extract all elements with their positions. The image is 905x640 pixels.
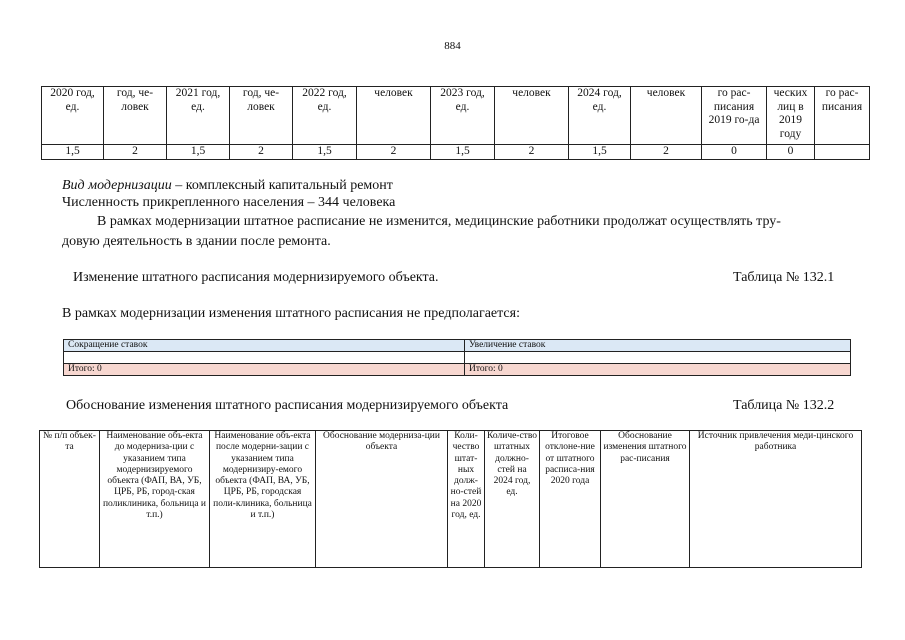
column-header: ческих лиц в 2019 году xyxy=(767,87,815,145)
column-header: Итоговое отклоне-ние от штатного расписа-ния 2020 года xyxy=(540,431,601,568)
paragraph-line-1: В рамках модернизации штатное расписание не изменится, медицинские работники продолжат осуществлять тру- xyxy=(97,214,781,229)
table-cell: 2 xyxy=(230,145,293,160)
column-header: Источник привлечения меди-цинского работника xyxy=(690,431,862,568)
table-cell xyxy=(64,352,465,364)
column-header: 2021 год, ед. xyxy=(167,87,230,145)
table-cell xyxy=(815,145,870,160)
column-header: год, че-ловек xyxy=(230,87,293,145)
column-header: 2024 год, ед. xyxy=(569,87,631,145)
column-header: 2020 год, ед. xyxy=(42,87,104,145)
modernization-value: – комплексный капитальный ремонт xyxy=(171,178,393,193)
column-header: го рас-писания 2019 го-да xyxy=(702,87,767,145)
page-number: 884 xyxy=(444,40,461,52)
column-header: № п/п объек-та xyxy=(40,431,100,568)
modernization-type xyxy=(62,177,393,194)
table-header-row xyxy=(64,340,851,352)
table-cell: 1,5 xyxy=(167,145,230,160)
table-header-row xyxy=(42,87,870,145)
staffing-table xyxy=(41,86,870,160)
column-header: человек xyxy=(357,87,431,145)
column-header: человек xyxy=(631,87,702,145)
table-total-row xyxy=(64,364,851,376)
total-cell: Итого: 0 xyxy=(64,364,465,376)
section-title-justification: Обоснование изменения штатного расписания модернизируемого объекта xyxy=(66,398,509,413)
rate-change-table xyxy=(63,339,851,376)
column-header: Сокращение ставок xyxy=(64,340,465,352)
column-header: Наименование объ-екта до модерниза-ции с указанием типа модернизируемого объекта (ФАП, ВА, УБ, ЦРБ, РБ, город-ская поликлиника, больница и т.п.) xyxy=(100,431,210,568)
table-cell: 1,5 xyxy=(42,145,104,160)
column-header: Коли-чество штат-ных долж-но-стей на 2020 год, ед. xyxy=(448,431,485,568)
column-header: Количе-ство штатных должно-стей на 2024 год, ед. xyxy=(485,431,540,568)
column-header: Увеличение ставок xyxy=(465,340,851,352)
table-header-row xyxy=(40,431,862,568)
population-text: Численность прикрепленного населения – 344 человека xyxy=(62,195,396,210)
no-change-text: В рамках модернизации изменения штатного расписания не предполагается: xyxy=(62,306,520,321)
column-header: человек xyxy=(495,87,569,145)
column-header: Обоснование модерниза-ции объекта xyxy=(316,431,448,568)
column-header: 2022 год, ед. xyxy=(293,87,357,145)
table-cell: 1,5 xyxy=(569,145,631,160)
table-cell: 1,5 xyxy=(293,145,357,160)
table-cell: 2 xyxy=(631,145,702,160)
table-number-132-1: Таблица № 132.1 xyxy=(733,270,835,285)
table-cell: 0 xyxy=(702,145,767,160)
modernization-label: Вид модернизации xyxy=(62,178,172,193)
table-cell: 2 xyxy=(104,145,167,160)
column-header: 2023 год, ед. xyxy=(431,87,495,145)
table-cell: 2 xyxy=(495,145,569,160)
table-cell: 0 xyxy=(767,145,815,160)
column-header: год, че-ловек xyxy=(104,87,167,145)
column-header: го рас-писания xyxy=(815,87,870,145)
table-row xyxy=(42,145,870,160)
section-title-staff-change: Изменение штатного расписания модернизируемого объекта. xyxy=(73,270,439,285)
table-cell xyxy=(465,352,851,364)
column-header: Наименование объ-екта после модерни-зации с указанием типа модернизиру-емого объекта (ФАП, ВА, УБ, ЦРБ, РБ, городская поли-клиника, больница и т.п.) xyxy=(210,431,316,568)
total-cell: Итого: 0 xyxy=(465,364,851,376)
column-header: Обоснование изменения штатного рас-писания xyxy=(601,431,690,568)
table-cell: 2 xyxy=(357,145,431,160)
table-row xyxy=(64,352,851,364)
table-cell: 1,5 xyxy=(431,145,495,160)
paragraph-line-2: довую деятельность в здании после ремонта. xyxy=(62,234,331,249)
justification-table xyxy=(39,430,862,568)
table-number-132-2: Таблица № 132.2 xyxy=(733,398,835,413)
